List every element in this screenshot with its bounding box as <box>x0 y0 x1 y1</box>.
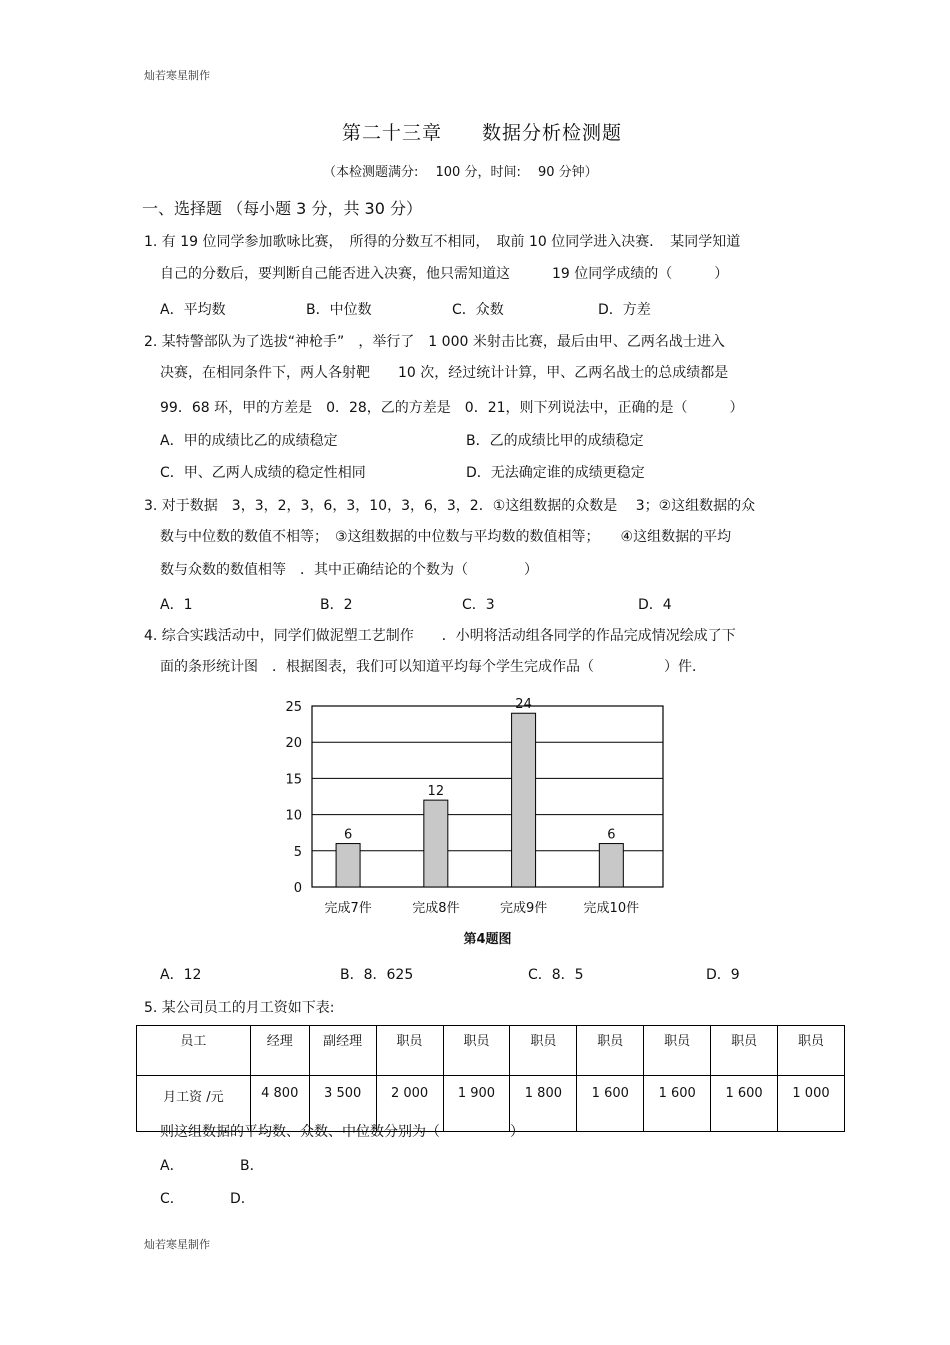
table-cell: 月工资 /元 <box>137 1076 251 1132</box>
q4-option-c: C．8．5 <box>528 967 584 983</box>
section-heading: 一、选择题 （每小题 3 分，共 30 分） <box>142 199 422 218</box>
table-cell: 职员 <box>577 1026 644 1076</box>
bar-chart <box>270 684 690 954</box>
q2-line1: 2. 某特警部队为了选拔“神枪手” ，举行了 1 000 米射击比赛，最后由甲、乙两名战士进入 <box>144 334 725 350</box>
q5-line1: 5. 某公司员工的月工资如下表: <box>144 1000 335 1016</box>
table-cell: 3 500 <box>309 1076 376 1132</box>
y-tick-label: 25 <box>285 700 302 715</box>
table-cell: 经理 <box>250 1026 309 1076</box>
q3-option-c: C．3 <box>462 597 495 613</box>
chart-caption: 第4题图 <box>463 932 512 947</box>
x-category-label: 完成8件 <box>412 901 460 916</box>
table-cell: 1 000 <box>778 1076 845 1132</box>
q3-line3: 数与众数的数值相等 ．其中正确结论的个数为（ ） <box>160 562 538 578</box>
q3-option-a: A．1 <box>160 597 193 613</box>
table-cell: 职员 <box>644 1026 711 1076</box>
bar <box>599 844 623 887</box>
y-tick-label: 0 <box>293 881 302 896</box>
x-category-label: 完成10件 <box>583 901 640 916</box>
y-tick-label: 20 <box>285 736 302 752</box>
table-cell: 副经理 <box>309 1026 376 1076</box>
table-cell: 1 600 <box>577 1076 644 1132</box>
table-cell: 2 000 <box>376 1076 443 1132</box>
q1-option-d: D．方差 <box>598 302 651 318</box>
q1-line1: 1. 有 19 位同学参加歌咏比赛， 所得的分数互不相同， 取前 10 位同学进入决赛． 某同学知道 <box>144 234 741 250</box>
y-tick-label: 10 <box>285 808 302 824</box>
bar-data-label: 24 <box>515 697 532 713</box>
page-footer: 灿若寒星制作 <box>144 1238 210 1251</box>
table-cell: 职员 <box>376 1026 443 1076</box>
table-cell: 职员 <box>711 1026 778 1076</box>
q3-line1: 3. 对于数据 3，3，2，3，6，3，10，3，6，3，2．①这组数据的众数是 3；②这组数据的众 <box>144 498 756 514</box>
q4-line1: 4. 综合实践活动中，同学们做泥塑工艺制作 ．小明将活动组各同学的作品完成情况绘成了下 <box>144 628 736 644</box>
q2-option-a: A．甲的成绩比乙的成绩稳定 <box>160 433 338 449</box>
table-cell: 4 800 <box>250 1076 309 1132</box>
table-cell: 职员 <box>443 1026 510 1076</box>
page-title: 第二十三章 数据分析检测题 <box>342 122 623 144</box>
q5-option-d: D． <box>230 1191 255 1207</box>
q5-option-a: A． <box>160 1158 184 1174</box>
q3-option-b: B．2 <box>320 597 353 613</box>
bar <box>424 800 448 887</box>
q2-option-c: C．甲、乙两人成绩的稳定性相同 <box>160 465 366 481</box>
page-header: 灿若寒星制作 <box>144 69 210 82</box>
table-cell: 1 600 <box>711 1076 778 1132</box>
q2-line3: 99．68 环，甲的方差是 0．28，乙的方差是 0．21，则下列说法中，正确的是（ ） <box>160 400 744 416</box>
bar-data-label: 6 <box>607 827 616 843</box>
page-subtitle: （本检测题满分: 100 分，时间: 90 分钟） <box>323 165 598 180</box>
q5-line2: 则这组数据的平均数、众数、中位数分别为（ ） <box>160 1124 524 1140</box>
q3-line2: 数与中位数的数值不相等； ③这组数据的中位数与平均数的数值相等； ④这组数据的平均 <box>160 529 732 545</box>
table-cell: 员工 <box>137 1026 251 1076</box>
y-tick-label: 5 <box>293 844 302 860</box>
table-cell: 1 900 <box>443 1076 510 1132</box>
q1-option-b: B．中位数 <box>306 302 372 318</box>
table-header-row <box>137 1026 845 1076</box>
salary-table <box>136 1025 845 1132</box>
q4-line2: 面的条形统计图 ．根据图表，我们可以知道平均每个学生完成作品（ ）件． <box>160 659 706 675</box>
q4-option-a: A．12 <box>160 967 202 983</box>
table-cell: 职员 <box>510 1026 577 1076</box>
q4-option-d: D．9 <box>706 967 740 983</box>
q4-option-b: B．8．625 <box>340 967 414 983</box>
bar-data-label: 12 <box>427 784 445 800</box>
q3-option-d: D．4 <box>638 597 672 613</box>
table-cell: 1 600 <box>644 1076 711 1132</box>
bar <box>336 844 360 887</box>
table-cell: 1 800 <box>510 1076 577 1132</box>
q5-option-b: B． <box>240 1158 264 1174</box>
q5-option-c: C． <box>160 1191 184 1207</box>
bar-data-label: 6 <box>343 827 353 843</box>
bar <box>512 713 536 887</box>
q1-line2: 自己的分数后，要判断自己能否进入决赛，他只需知道这 19 位同学成绩的（ ） <box>160 266 729 282</box>
q2-option-d: D．无法确定谁的成绩更稳定 <box>466 465 645 481</box>
x-category-label: 完成9件 <box>499 901 548 916</box>
q2-line2: 决赛，在相同条件下，两人各射靶 10 次，经过统计计算，甲、乙两名战士的总成绩都是 <box>160 365 729 381</box>
y-tick-label: 15 <box>285 772 302 788</box>
q1-option-a: A．平均数 <box>160 302 226 318</box>
q2-option-b: B．乙的成绩比甲的成绩稳定 <box>466 433 644 449</box>
table-cell: 职员 <box>778 1026 845 1076</box>
x-category-label: 完成7件 <box>324 901 372 916</box>
q1-option-c: C．众数 <box>452 302 504 318</box>
